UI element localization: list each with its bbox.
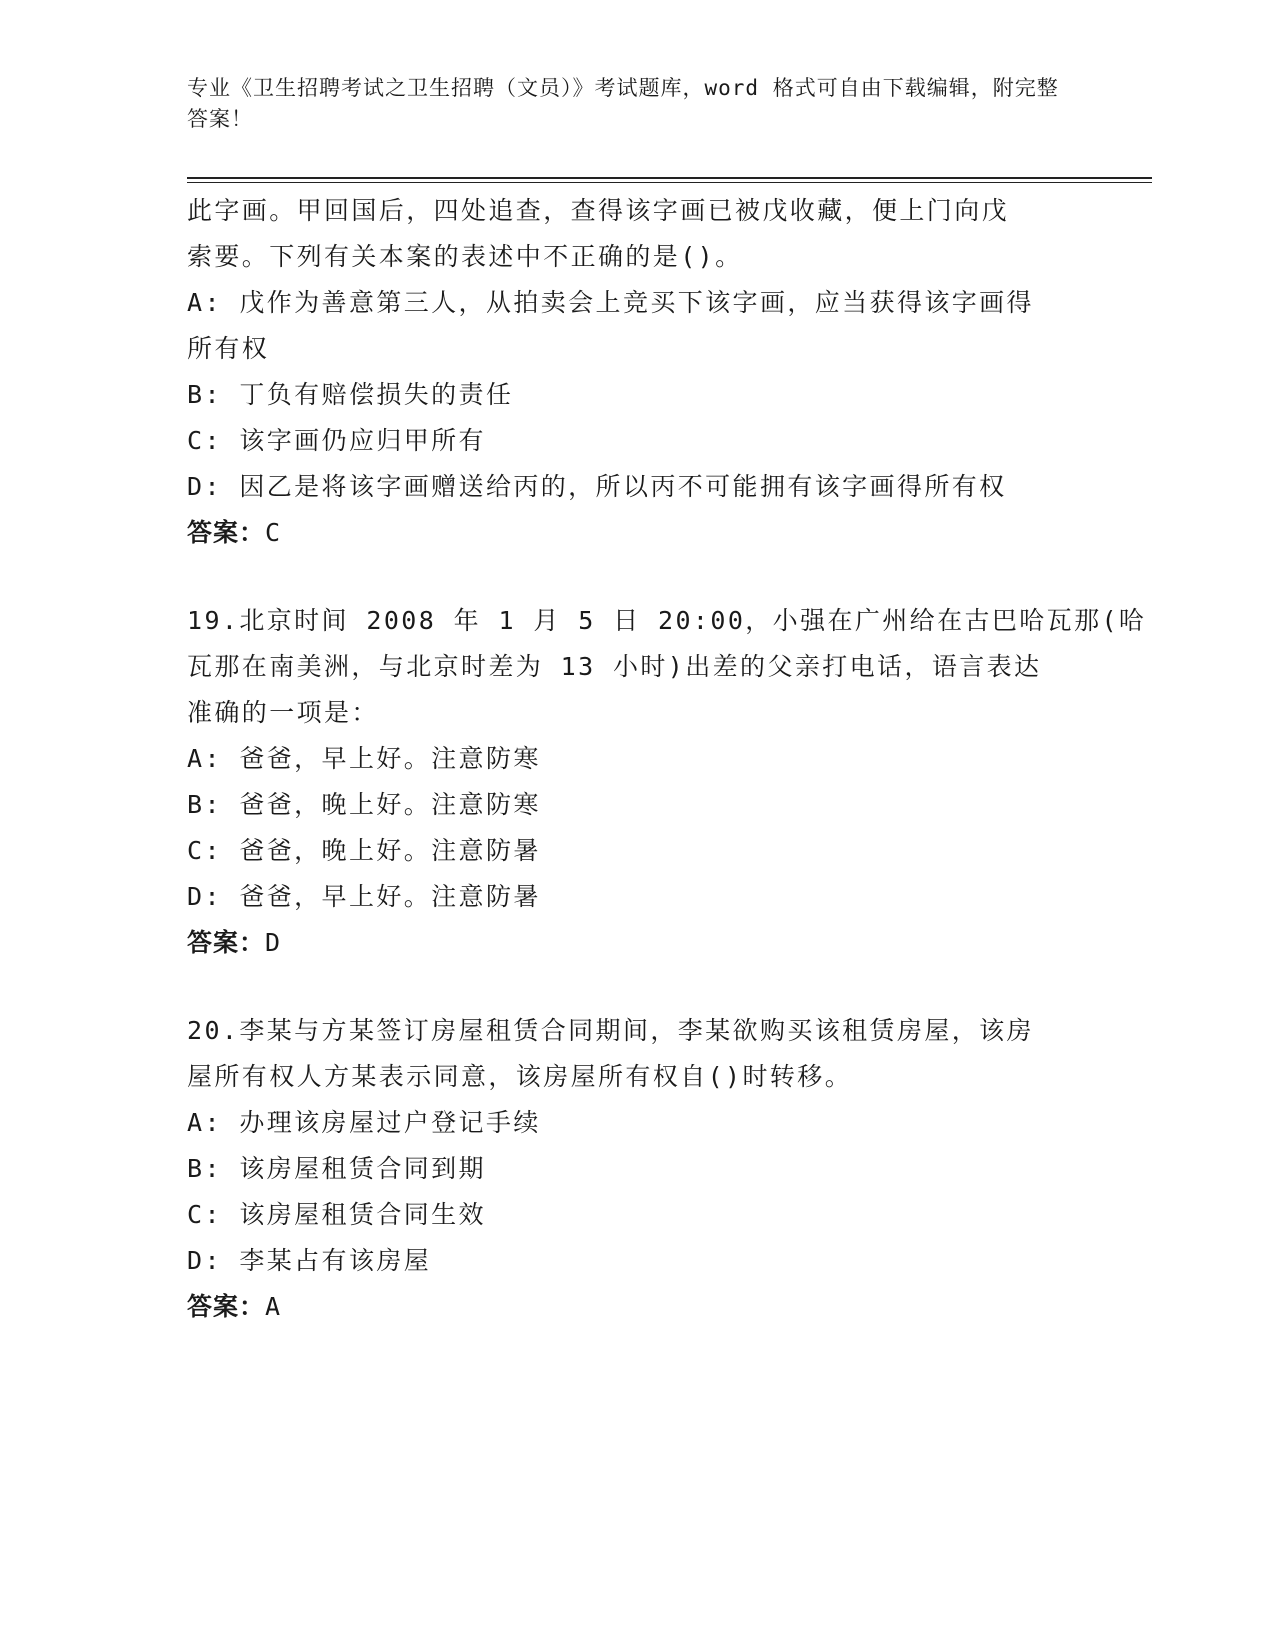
question-19	[187, 598, 1147, 966]
option-c: C: 该房屋租赁合同生效	[187, 1200, 486, 1229]
page-header: 专业《卫生招聘考试之卫生招聘（文员）》考试题库，word 格式可自由下载编辑，附完整答案！	[187, 76, 1059, 131]
option-d: D: 因乙是将该字画赠送给丙的，所以丙不可能拥有该字画得所有权	[187, 472, 1007, 501]
option-c: C: 爸爸，晚上好。注意防暑	[187, 836, 541, 865]
answer-label: 答案：	[187, 1292, 266, 1321]
header-rule-thick	[187, 177, 1152, 179]
question-text-line: 19.北京时间 2008 年 1 月 5 日 20:00，小强在广州给在古巴哈瓦那(哈	[187, 606, 1147, 635]
question-text-line: 此字画。甲回国后，四处追查，查得该字画已被戊收藏，便上门向戊	[187, 196, 1010, 225]
answer-value: A	[265, 1292, 282, 1321]
answer-line	[187, 1284, 1087, 1330]
option-a-continued: 所有权	[187, 334, 270, 363]
answer-label: 答案：	[187, 518, 266, 547]
question-content	[187, 188, 1147, 1330]
option-b: B: 爸爸，晚上好。注意防寒	[187, 790, 541, 819]
option-b: B: 该房屋租赁合同到期	[187, 1154, 486, 1183]
question-text-line: 索要。下列有关本案的表述中不正确的是()。	[187, 242, 743, 271]
answer-label: 答案：	[187, 928, 266, 957]
question-18	[187, 188, 1087, 556]
option-a: A: 爸爸，早上好。注意防寒	[187, 744, 541, 773]
option-d: D: 爸爸，早上好。注意防暑	[187, 882, 541, 911]
question-20	[187, 1008, 1087, 1330]
option-a: A: 办理该房屋过户登记手续	[187, 1108, 541, 1137]
option-a: A: 戊作为善意第三人，从拍卖会上竞买下该字画，应当获得该字画得	[187, 288, 1034, 317]
question-text-line: 准确的一项是：	[187, 698, 379, 727]
question-text-line: 20.李某与方某签订房屋租赁合同期间，李某欲购买该租赁房屋，该房	[187, 1016, 1034, 1045]
option-b: B: 丁负有赔偿损失的责任	[187, 380, 514, 409]
answer-value: C	[265, 518, 282, 547]
question-text-line: 瓦那在南美洲，与北京时差为 13 小时)出差的父亲打电话，语言表达	[187, 652, 1042, 681]
option-d: D: 李某占有该房屋	[187, 1246, 432, 1275]
answer-value: D	[265, 928, 282, 957]
answer-line	[187, 920, 1087, 966]
answer-line	[187, 510, 1087, 556]
question-text-line: 屋所有权人方某表示同意，该房屋所有权自()时转移。	[187, 1062, 853, 1091]
header-rule-thin	[187, 182, 1152, 183]
option-c: C: 该字画仍应归甲所有	[187, 426, 486, 455]
